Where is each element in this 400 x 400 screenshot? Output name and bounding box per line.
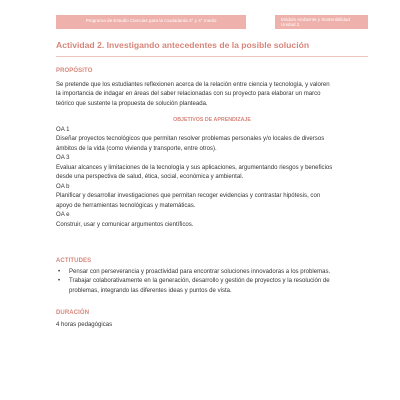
objetivo-line: apoyo de herramientas tecnológicas y matemáticas. (56, 202, 196, 209)
actitud-line: problemas, integrando las diferentes ideas y puntos de vista. (69, 287, 232, 294)
objetivos-list (56, 126, 368, 230)
bullet-icon: • (58, 269, 61, 275)
actitudes-label: ACTITUDES (56, 258, 92, 264)
objetivo-line: ámbitos de la vida (como vivienda y transporte, entre otros). (56, 145, 217, 152)
header-module-name: Módulo Ambiente y Sostenibilidad (281, 16, 350, 22)
header-program-text: Programa de Estudio Ciencias para la Ciudadanía 3° y 4° medio (85, 18, 217, 23)
actitud-item (56, 277, 368, 296)
header-program-title (56, 15, 246, 29)
objetivo-line: desde una perspectiva de salud, ética, social, económica y ambiental. (56, 174, 244, 181)
activity-title: Actividad 2. Investigando antecedentes de la posible solución (56, 40, 310, 50)
actitud-line: Pensar con perseverancia y proactividad para encontrar soluciones innovadoras a los problemas. (69, 269, 331, 275)
objetivo-line: Planificar y desarrollar investigaciones que permitan recoger evidencias y contrastar hipótesis, con (56, 193, 321, 200)
proposito-line: Se pretende que los estudiantes reflexionen acerca de la relación entre ciencia y tecnología, y valoren (56, 82, 330, 88)
proposito-line: la importancia de indagar en áreas del saber relacionadas con su proyecto para elaborar un marco (56, 91, 321, 98)
objetivo-line: OA 1 (56, 127, 70, 133)
duracion-value: 4 horas pedagógicas (56, 322, 113, 328)
objetivo-line: OA e (56, 212, 70, 219)
objetivo-line: OA b (56, 183, 70, 190)
duracion-label: DURACIÓN (56, 310, 90, 316)
objetivo-line: Evaluar alcances y limitaciones de la tecnología y sus aplicaciones, argumentando riesgos y beneficios (56, 164, 333, 171)
header-unit: Unidad 2 (281, 22, 300, 27)
bullet-icon: • (58, 278, 61, 285)
objetivo-line: OA 3 (56, 155, 70, 162)
proposito-line: teórico que sustente la propuesta de solución planteada. (56, 100, 208, 107)
actitud-item (56, 268, 368, 277)
objetivo-line: Construir, usar y comunicar argumentos científicos. (56, 221, 194, 228)
title-divider (56, 56, 368, 57)
objetivos-heading: OBJETIVOS DE APRENDIZAJE (173, 117, 251, 123)
proposito-label: PROPÓSITO (56, 68, 93, 74)
header-module (275, 15, 368, 29)
proposito-text (56, 81, 368, 109)
actitudes-list (56, 268, 368, 296)
actitud-line: Trabajar colaborativamente en la generación, desarrollo y gestión de proyectos y la resolución de (69, 278, 330, 285)
objetivo-line: Diseñar proyectos tecnológicos que permitan resolver problemas personales y/o locales de diversos (56, 136, 325, 143)
